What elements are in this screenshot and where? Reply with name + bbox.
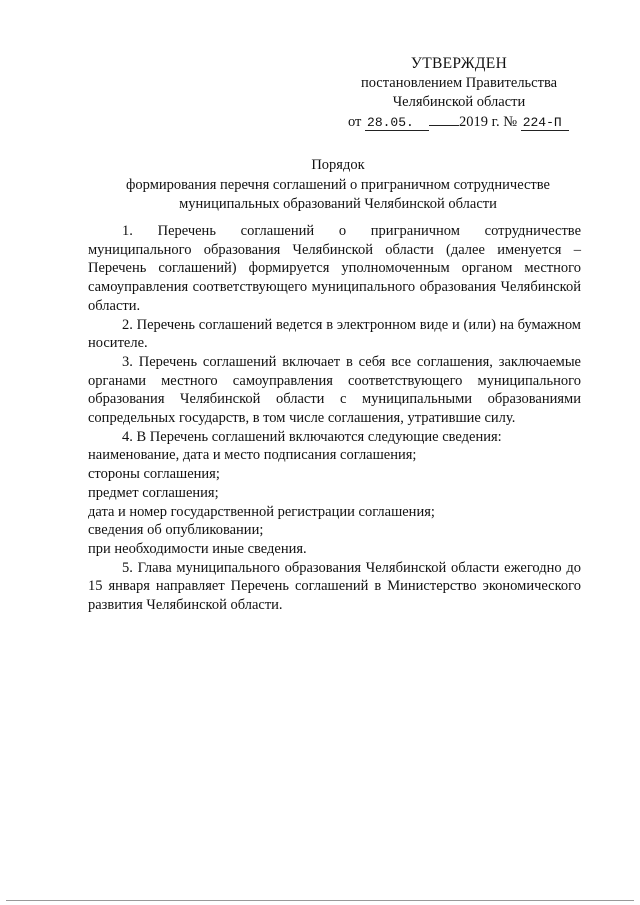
title-line-2: формирования перечня соглашений о приграничном сотрудничестве xyxy=(126,176,550,193)
list-item: дата и номер государственной регистрации соглашения; xyxy=(88,503,435,520)
approval-line-2: Челябинской области xyxy=(392,94,526,110)
decree-number: 224-П xyxy=(521,115,569,131)
approval-date-line xyxy=(344,113,574,133)
approval-line-1: постановлением Правительства xyxy=(360,74,558,91)
paragraph-4: 4. В Перечень соглашений включаются следующие сведения: xyxy=(122,428,502,445)
paragraph-2: 2. Перечень соглашений ведется в электронном виде и (или) на бумажном носителе. xyxy=(88,316,581,352)
paragraph-1: 1. Перечень соглашений о приграничном сотрудничестве муниципального образования Челябинской области (далее именуется – Перечень соглашений) формируется уполномоченным органом местного самоуправления соответствующего муниципального образования Челябинской области. xyxy=(88,223,581,314)
list-item: сведения об опубликовании; xyxy=(88,522,264,539)
list-item: предмет соглашения; xyxy=(88,484,219,501)
year-text: 2019 г. № xyxy=(459,113,518,130)
paragraph-5: 5. Глава муниципального образования Челябинской области ежегодно до 15 января направляет Перечень соглашений в Министерство экономического развития Челябинской области. xyxy=(88,559,581,614)
document-body xyxy=(88,222,581,615)
title-line-1: Порядок xyxy=(311,157,365,173)
approval-block xyxy=(344,54,574,132)
date-prefix: от xyxy=(348,113,362,130)
date-blank xyxy=(429,125,459,126)
page-bottom-rule xyxy=(6,900,634,901)
list-item: наименование, дата и место подписания соглашения; xyxy=(88,447,417,464)
date-value: 28.05. xyxy=(365,115,429,131)
approval-heading: УТВЕРЖДЕН xyxy=(410,55,508,72)
paragraph-3: 3. Перечень соглашений включает в себя все соглашения, заключаемые органами местного самоуправления соответствующего муниципального образования Челябинской области с муниципальными образованиями сопредельных государств, в том числе соглашения, утратившие силу. xyxy=(88,353,581,427)
list-item: при необходимости иные сведения. xyxy=(88,540,307,557)
title-line-3: муниципальных образований Челябинской области xyxy=(179,196,497,212)
document-title xyxy=(88,156,588,215)
list-item: стороны соглашения; xyxy=(88,466,220,483)
